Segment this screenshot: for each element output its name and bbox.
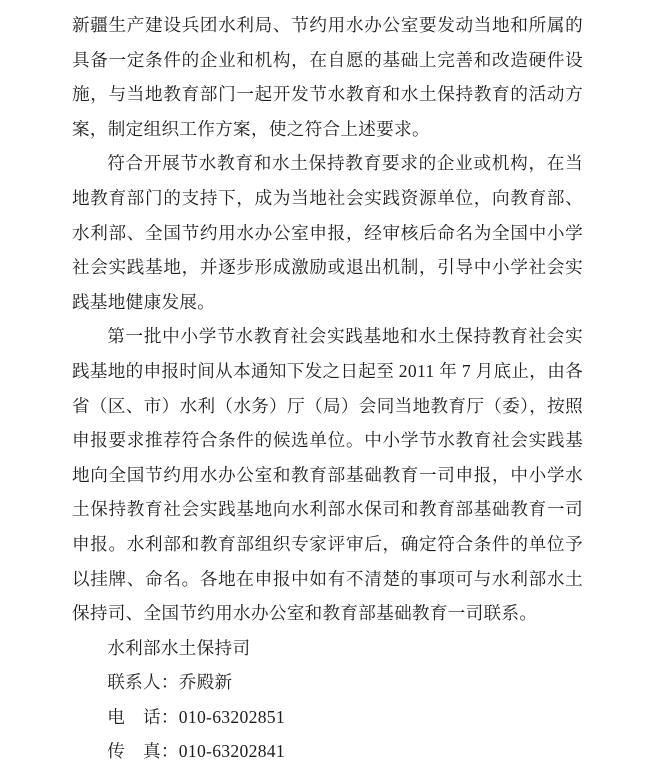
contact-phone-label: 电 话： <box>107 706 179 727</box>
body-paragraph-continuation: 新疆生产建设兵团水利局、节约用水办公室要发动当地和所属的具备一定条件的企业和机构，在自愿的基础上完善和改造硬件设施，与当地教育部门一起开发节水教育和水土保持教育的活动方案，制定组织工作方案，使之符合上述要求。 <box>72 15 583 139</box>
contact-fax-label: 传 真： <box>107 741 179 762</box>
contact-phone-line <box>72 700 583 735</box>
contact-person-value: 乔殿新 <box>178 672 233 693</box>
contact-fax-line <box>72 734 583 769</box>
contact-phone-value: 010-63202851 <box>178 706 285 727</box>
body-paragraph-application-criteria: 符合开展节水教育和水土保持教育要求的企业或机构，在当地教育部门的支持下，成为当地社会实践资源单位，向教育部、水利部、全国节约用水办公室申报，经审核后命名为全国中小学社会实践基地，并逐步形成激励或退出机制，引导中小学社会实践基地健康发展。 <box>72 153 583 312</box>
body-paragraph-application-process: 第一批中小学节水教育社会实践基地和水土保持教育社会实践基地的申报时间从本通知下发之日起至 2011 年 7 月底止，由各省（区、市）水利（水务）厅（局）会同当地教育厅（委），按照申报要求推荐符合条件的候选单位。中小学节水教育社会实践基地向全国节约用水办公室和教育部基础教育一司申报，中小学水土保持教育社会实践基地向水利部水保司和教育部基础教育一司申报。水利部和教育部组织专家评审后，确定符合条件的单位予以挂牌、命名。各地在申报中如有不清楚的事项可与水利部水土保持司、全国节约用水办公室和教育部基础教育一司联系。 <box>72 326 583 624</box>
contact-department-text: 水利部水土保持司 <box>107 637 251 658</box>
contact-fax-value: 010-63202841 <box>178 741 285 762</box>
contact-person-line <box>72 665 583 700</box>
contact-department <box>72 631 583 666</box>
contact-person-label: 联系人： <box>107 672 179 693</box>
